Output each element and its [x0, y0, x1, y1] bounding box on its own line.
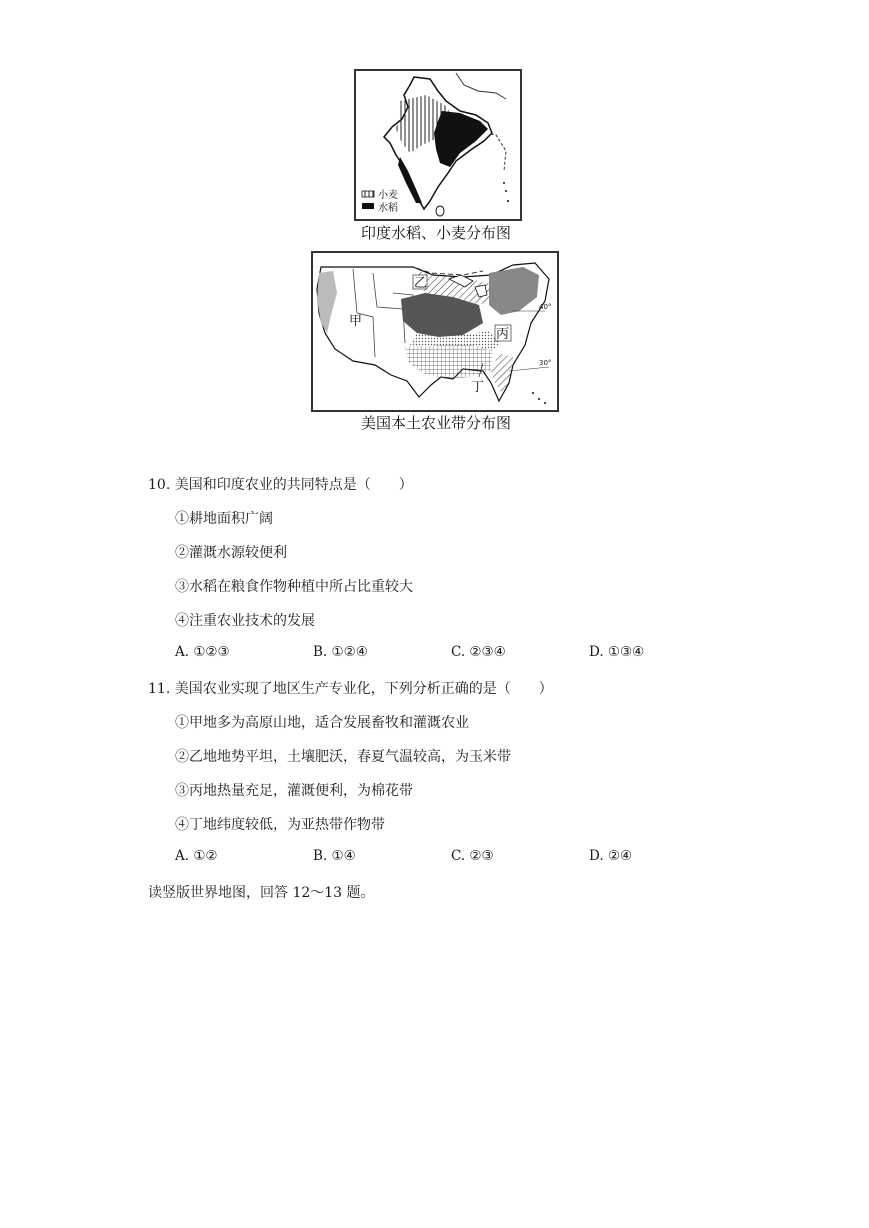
q10-item-4: ④注重农业技术的发展 — [175, 613, 315, 629]
q10-choice-c[interactable]: C. ②③④ — [451, 644, 506, 660]
q10-choice-a[interactable]: A. ①②③ — [175, 644, 230, 660]
q10-item-2: ②灌溉水源较便利 — [175, 545, 287, 561]
figure2-caption: 美国本土农业带分布图 — [360, 414, 511, 432]
lat-30-label: 30° — [539, 359, 552, 367]
q11-item-4: ④丁地纬度较低，为亚热带作物带 — [175, 817, 385, 833]
lat-40-label: 40° — [539, 303, 552, 311]
label-jia: 甲 — [349, 314, 363, 329]
q10-stem: 10. 美国和印度农业的共同特点是（ ） — [148, 477, 413, 493]
q10-choice-d[interactable]: D. ①③④ — [589, 644, 645, 660]
wheat-legend-swatch — [362, 191, 374, 197]
us-map-graphic — [313, 253, 557, 410]
label-yi: 乙 — [414, 276, 428, 291]
q11-stem: 11. 美国农业实现了地区生产专业化，下列分析正确的是（ ） — [148, 681, 553, 697]
rice-legend-swatch — [362, 203, 374, 209]
q11-item-3: ③丙地热量充足，灌溉便利，为棉花带 — [175, 783, 413, 799]
label-ding: 丁 — [471, 380, 485, 395]
q10-item-1: ①耕地面积广阔 — [175, 511, 273, 527]
q10-item-3: ③水稻在粮食作物种植中所占比重较大 — [175, 579, 413, 595]
q10-choice-b[interactable]: B. ①②④ — [313, 644, 368, 660]
q11-choice-a[interactable]: A. ①② — [175, 848, 218, 864]
q11-item-1: ①甲地多为高原山地，适合发展畜牧和灌溉农业 — [175, 715, 469, 731]
instruction-text: 读竖版世界地图，回答 12～13 题。 — [148, 885, 375, 901]
q11-item-2: ②乙地地势平坦，土壤肥沃，春夏气温较高，为玉米带 — [175, 749, 511, 765]
us-agriculture-map — [311, 251, 559, 412]
label-bing: 丙 — [496, 327, 510, 342]
india-crop-map — [354, 69, 522, 221]
rice-legend-label: 水稻 — [378, 203, 398, 214]
q11-choice-d[interactable]: D. ②④ — [589, 848, 633, 864]
figure1-caption: 印度水稻、小麦分布图 — [360, 224, 511, 242]
wheat-legend-label: 小麦 — [378, 190, 398, 201]
q11-choice-c[interactable]: C. ②③ — [451, 848, 494, 864]
q11-choice-b[interactable]: B. ①④ — [313, 848, 356, 864]
india-map-graphic — [356, 71, 520, 219]
